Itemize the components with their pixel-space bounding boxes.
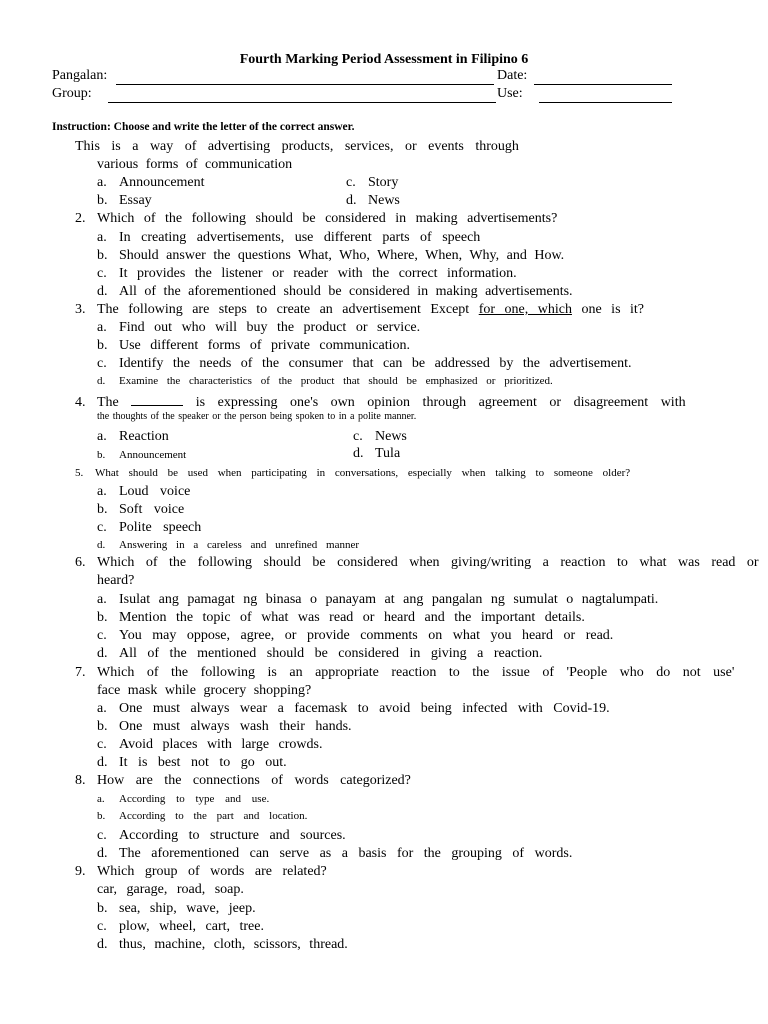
question-6-text: 6. Which of the following should be considered when giving/writing a reaction to what was read or <box>75 555 759 570</box>
q5-choice-d: d. Answering in a careless and unrefined manner <box>97 539 360 551</box>
q6-choice-c: c. You may oppose, agree, or provide comments on what you heard or read. <box>97 628 614 643</box>
group-field-line[interactable] <box>108 102 496 103</box>
q4-choice-b: b. Announcement <box>97 449 187 461</box>
q3-choice-a: a. Find out who will buy the product or service. <box>97 320 421 335</box>
q2-choice-c: c. It provides the listener or reader with the correct information. <box>97 266 517 281</box>
q5-choice-a: a. Loud voice <box>97 484 191 499</box>
q2-choice-a: a. In creating advertisements, use different parts of speech <box>97 230 481 245</box>
question-6-text-cont: heard? <box>97 573 135 588</box>
q9-choice-c: c. plow, wheel, cart, tree. <box>97 919 264 934</box>
question-7-text-cont: face mask while grocery shopping? <box>97 683 312 698</box>
q3-choice-b: b. Use different forms of private communication. <box>97 338 410 353</box>
question-7-text: 7. Which of the following is an appropriate reaction to the issue of 'People who do not use' <box>75 665 735 680</box>
q5-choice-c: c. Polite speech <box>97 520 202 535</box>
name-field-line[interactable] <box>116 84 494 85</box>
q7-choice-c: c. Avoid places with large crowds. <box>97 737 323 752</box>
instruction-text: Instruction: Choose and write the letter of the correct answer. <box>52 121 355 133</box>
q3-choice-d: d. Examine the characteristics of the product that should be emphasized or prioritized. <box>97 375 553 387</box>
use-label: Use: <box>497 86 523 101</box>
q7-choice-a: a. One must always wear a facemask to avoid being infected with Covid-19. <box>97 701 610 716</box>
date-label: Date: <box>497 68 528 83</box>
date-field-line[interactable] <box>534 84 672 85</box>
q2-choice-b: b. Should answer the questions What, Who, Where, When, Why, and How. <box>97 248 565 263</box>
question-4-text: 4. The is expressing one's own opinion through agreement or disagreement with <box>75 395 686 410</box>
q5-choice-b: b. Soft voice <box>97 502 185 517</box>
question-1-text-cont: various forms of communication <box>97 157 293 172</box>
question-4-text-cont: the thoughts of the speaker or the person being spoken to in a polite manner. <box>97 411 417 422</box>
q9-choice-b: b. sea, ship, wave, jeep. <box>97 901 256 916</box>
q1-choice-c: c. Story <box>346 175 399 190</box>
use-field-line[interactable] <box>539 102 672 103</box>
q1-choice-b: b. Essay <box>97 193 152 208</box>
question-1-text: This is a way of advertising products, services, or events through <box>75 139 519 154</box>
question-3-text: 3. The following are steps to create an advertisement Except for one, which one is it? <box>75 302 645 317</box>
q1-choice-d: d. News <box>346 193 400 208</box>
q9-choice-a: car, garage, road, soap. <box>97 882 244 897</box>
question-5-text: 5. What should be used when participating in conversations, especially when talking to someone older? <box>75 467 631 479</box>
q6-choice-b: b. Mention the topic of what was read or heard and the important details. <box>97 610 585 625</box>
q8-choice-c: c. According to structure and sources. <box>97 828 346 843</box>
q2-choice-d: d. All of the aforementioned should be considered in making advertisements. <box>97 284 573 299</box>
question-8-text: 8. How are the connections of words categorized? <box>75 773 411 788</box>
question-9-text: 9. Which group of words are related? <box>75 864 327 879</box>
q9-choice-d: d. thus, machine, cloth, scissors, thread. <box>97 937 348 952</box>
question-2-text: 2. Which of the following should be considered in making advertisements? <box>75 211 558 226</box>
q4-choice-d: d. Tula <box>353 446 401 461</box>
q7-choice-b: b. One must always wash their hands. <box>97 719 352 734</box>
q3-choice-c: c. Identify the needs of the consumer that can be addressed by the advertisement. <box>97 356 632 371</box>
group-label: Group: <box>52 86 92 101</box>
q8-choice-d: d. The aforementioned can serve as a basis for the grouping of words. <box>97 846 573 861</box>
q6-choice-d: d. All of the mentioned should be considered in giving a reaction. <box>97 646 543 661</box>
q6-choice-a: a. Isulat ang pamagat ng binasa o panayam at ang pangalan ng sumulat o nagtalumpati. <box>97 592 659 607</box>
q8-choice-a: a. According to type and use. <box>97 793 270 805</box>
q4-choice-a: a. Reaction <box>97 429 169 444</box>
answer-blank <box>131 393 183 406</box>
name-label: Pangalan: <box>52 68 108 83</box>
q1-choice-a: a. Announcement <box>97 175 205 190</box>
q7-choice-d: d. It is best not to go out. <box>97 755 287 770</box>
page-title: Fourth Marking Period Assessment in Filipino 6 <box>239 52 529 67</box>
q8-choice-b: b. According to the part and location. <box>97 810 308 822</box>
q4-choice-c: c. News <box>353 429 407 444</box>
